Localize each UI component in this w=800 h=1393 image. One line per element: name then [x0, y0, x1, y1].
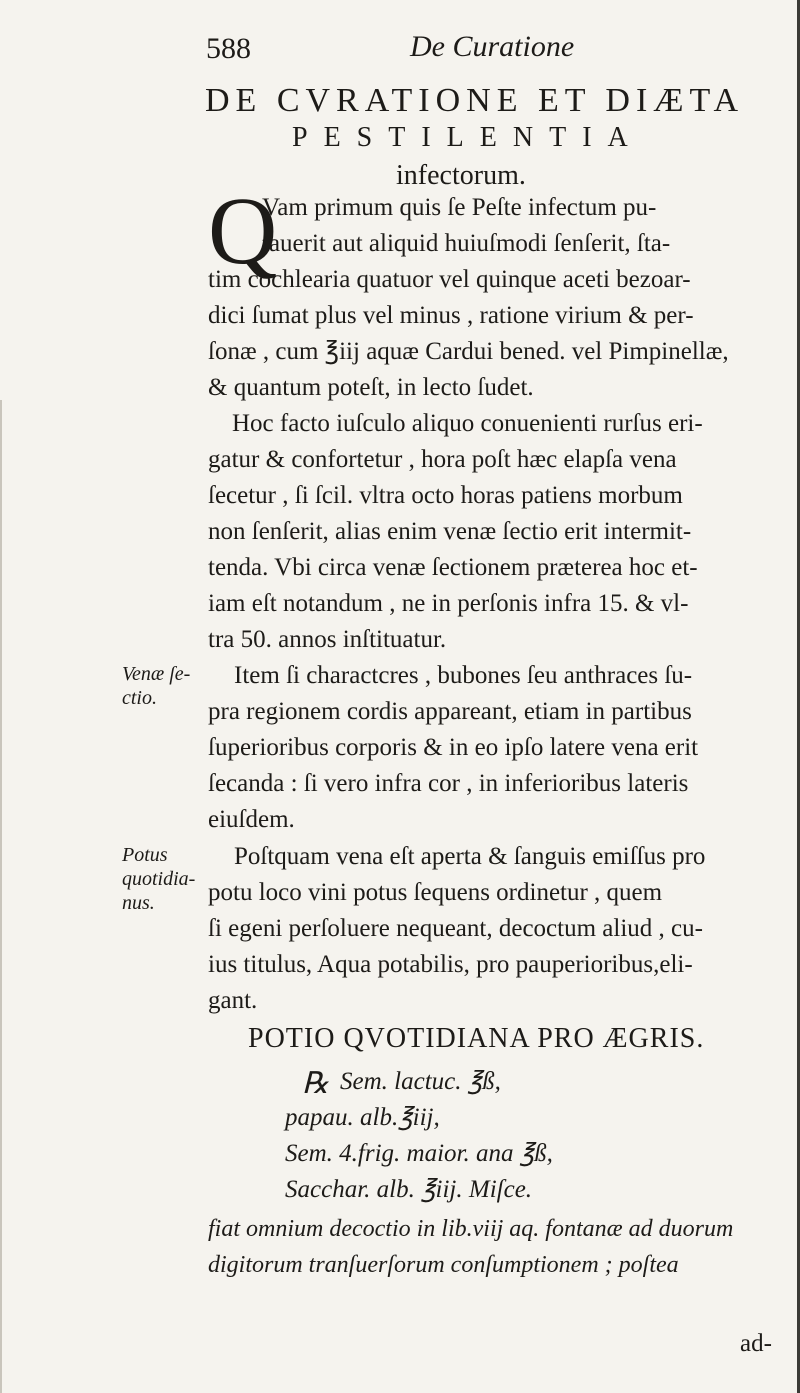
text-line: ius titulus, Aqua potabilis, pro pauperioribus,eli-	[208, 951, 693, 978]
chapter-subtitle-2: infectorum.	[396, 160, 526, 191]
text-line: non ſenſerit, alias enim venæ ſectio erit intermit-	[208, 518, 692, 545]
running-head: De Curatione	[410, 30, 575, 63]
text-line: iam eſt notandum , ne in perſonis infra 15. & vl-	[208, 590, 689, 617]
text-line: tra 50. annos inſtituatur.	[208, 626, 447, 653]
text-line: Poſtquam vena eſt aperta & ſanguis emiſſus pro	[234, 843, 706, 870]
text-line: eiuſdem.	[208, 806, 295, 833]
recipe-line: papau. alb.℥iij,	[285, 1104, 440, 1131]
recipe-line: Sem. 4.frig. maior. ana ℥ß,	[285, 1140, 553, 1167]
text-line: gant.	[208, 987, 258, 1014]
text-line: ſecetur , ſi ſcil. vltra octo horas patiens morbum	[208, 482, 683, 509]
text-line: Hoc facto iuſculo aliquo conuenienti rurſus eri-	[232, 410, 703, 437]
text-line: Vam primum quis ſe Peſte infectum pu-	[262, 194, 657, 221]
margin-note-vena: Venæ ſe-ctio.	[122, 663, 191, 709]
text-line: & quantum poteſt, in lecto ſudet.	[208, 374, 534, 401]
drop-cap: Q	[208, 177, 278, 284]
recipe-symbol: ℞	[302, 1067, 329, 1100]
recipe-instruction: fiat omnium decoctio in lib.viij aq. fontanæ ad duorum	[208, 1216, 734, 1242]
page-number: 588	[206, 32, 251, 65]
chapter-subtitle: PESTILENTIA	[292, 122, 644, 153]
text-line: tenda. Vbi circa venæ ſectionem præterea hoc et-	[208, 554, 698, 581]
text-line: tim cochlearia quatuor vel quinque aceti bezoar-	[208, 266, 691, 293]
text-line: ſi egeni perſoluere nequeant, decoctum aliud , cu-	[208, 915, 703, 942]
catchword: ad-	[740, 1330, 772, 1357]
text-line: gatur & confortetur , hora poſt hæc elapſa vena	[208, 446, 677, 473]
recipe-heading: POTIO QVOTIDIANA PRO ÆGRIS.	[248, 1023, 705, 1054]
text-line: potu loco vini potus ſequens ordinetur , quem	[208, 879, 663, 906]
text-line: dici ſumat plus vel minus , ratione virium & per-	[208, 302, 694, 329]
recipe-line: Sem. lactuc. ℥ß,	[340, 1068, 501, 1095]
text-line: Item ſi charactcres , bubones ſeu anthraces ſu-	[234, 662, 693, 689]
text-line: ſuperioribus corporis & in eo ipſo latere vena erit	[208, 734, 699, 761]
chapter-title: DE CVRATIONE ET DIÆTA	[205, 82, 745, 119]
margin-note-potus: Potus quotidia-nus.	[122, 844, 196, 914]
text-line: ſonæ , cum ℥iij aquæ Cardui bened. vel Pimpinellæ,	[208, 338, 729, 365]
page-gutter	[0, 400, 2, 1393]
text-line: ſecanda : ſi vero infra cor , in inferioribus lateris	[208, 770, 689, 797]
text-line: pra regionem cordis appareant, etiam in partibus	[208, 698, 692, 725]
recipe-line: Sacchar. alb. ℥iij. Miſce.	[285, 1176, 533, 1203]
recipe-instruction: digitorum tranſuerſorum conſumptionem ; poſtea	[208, 1252, 679, 1278]
text-line: tauerit aut aliquid huiuſmodi ſenſerit, ſta-	[262, 230, 671, 257]
